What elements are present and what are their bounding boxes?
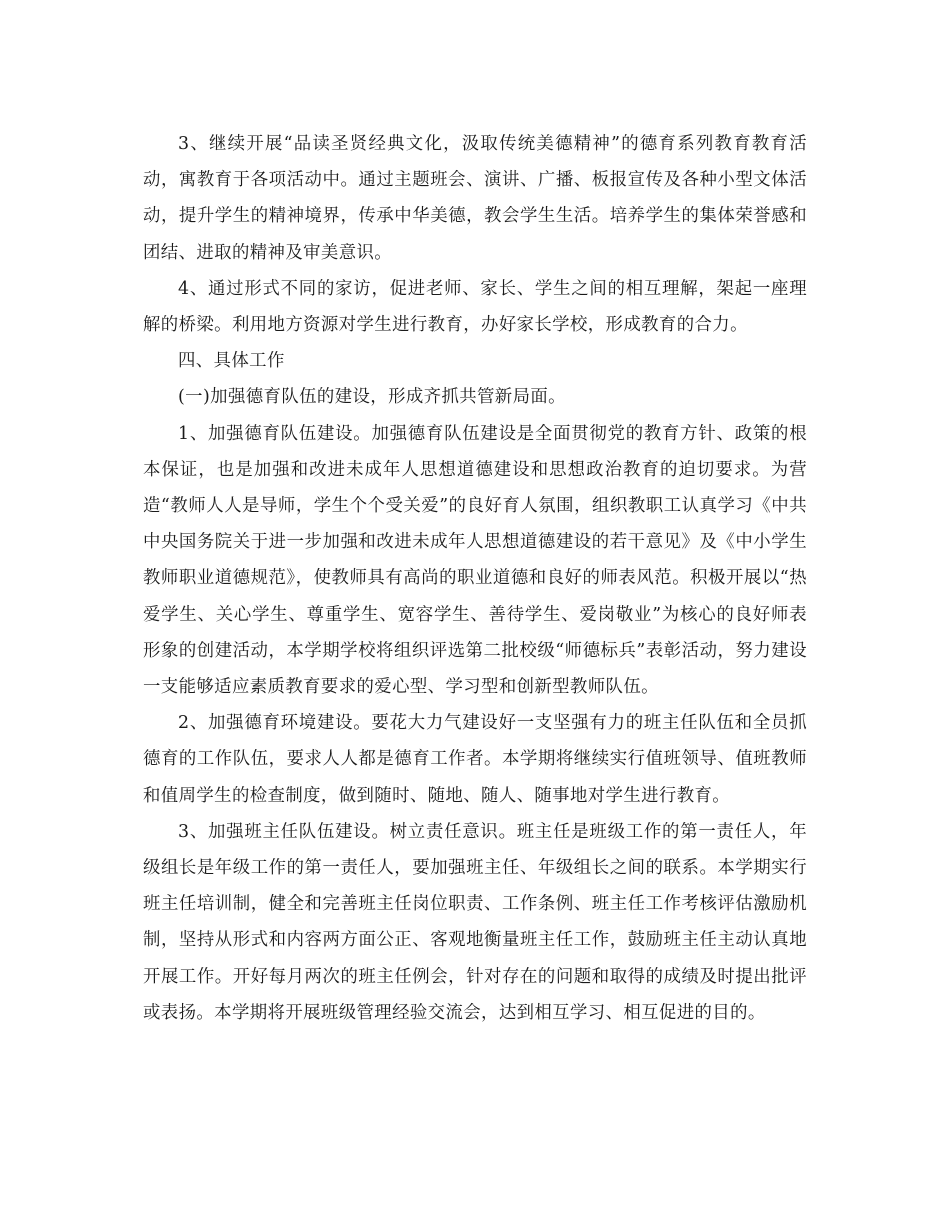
section-heading-specific-work: 四、具体工作	[178, 351, 285, 372]
paragraph-1-team-construction: 1、加强德育队伍建设。加强德育队伍建设是全面贯彻党的教育方针、政策的根本保证，也是加强和改进未成年人思想道德建设和思想政治教育的迫切要求。为营造“教师人人是导师，学生个个受关爱”的良好育人氛围，组织教职工认真学习《中共中央国务院关于进一步加强和改进未成年人思想道德建设的若干意见》及《中小学生教师职业道德规范》，使教师具有高尚的职业道德和良好的师表风范。积极开展以“热爱学生、关心学生、尊重学生、宽容学生、善待学生、爱岗敬业”为核心的良好师表形象的创建活动，本学期学校将组织评选第二批校级“师德标兵”表彰活动，努力建设一支能够适应素质教育要求的爱心型、学习型和创新型教师队伍。	[143, 423, 807, 698]
paragraph-4-home-visits: 4、通过形式不同的家访，促进老师、家长、学生之间的相互理解，架起一座理解的桥梁。利用地方资源对学生进行教育，办好家长学校，形成教育的合力。	[143, 278, 807, 336]
subsection-heading-team-building: (一)加强德育队伍的建设，形成齐抓共管新局面。	[178, 387, 566, 408]
document-body	[143, 126, 807, 1031]
paragraph-3-head-teacher-team: 3、加强班主任队伍建设。树立责任意识。班主任是班级工作的第一责任人，年级组长是年级工作的第一责任人，要加强班主任、年级组长之间的联系。本学期实行班主任培训制，健全和完善班主任岗位职责、工作条例、班主任工作考核评估激励机制，坚持从形式和内容两方面公正、客观地衡量班主任工作，鼓励班主任主动认真地开展工作。开好每月两次的班主任例会，针对存在的问题和取得的成绩及时提出批评或表扬。本学期将开展班级管理经验交流会，达到相互学习、相互促进的目的。	[143, 821, 807, 1023]
paragraph-3-moral-education-activities: 3、继续开展“品读圣贤经典文化，汲取传统美德精神”的德育系列教育教育活动，寓教育于各项活动中。通过主题班会、演讲、广播、板报宣传及各种小型文体活动，提升学生的精神境界，传承中华美德，教会学生生活。培养学生的集体荣誉感和团结、进取的精神及审美意识。	[143, 134, 807, 263]
paragraph-2-environment-construction: 2、加强德育环境建设。要花大力气建设好一支坚强有力的班主任队伍和全员抓德育的工作队伍，要求人人都是德育工作者。本学期将继续实行值班领导、值班教师和值周学生的检查制度，做到随时、随地、随人、随事地对学生进行教育。	[143, 713, 807, 806]
